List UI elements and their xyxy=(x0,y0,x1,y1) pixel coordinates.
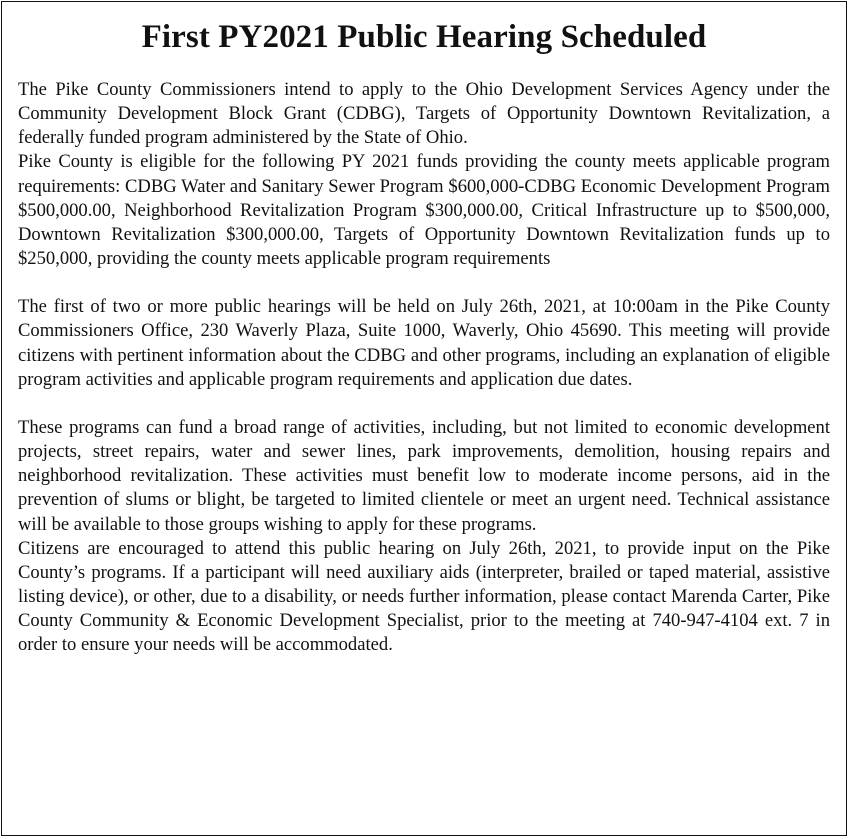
paragraph-intent: The Pike County Commissioners intend to apply to the Ohio Development Services Agency under the Community Development Block Grant (CDBG), Targets of Opportunity Downtown Revitalization, a federally funded program administered by the State of Ohio. xyxy=(18,79,830,149)
notice-title: First PY2021 Public Hearing Scheduled xyxy=(141,19,707,55)
public-notice xyxy=(1,1,847,836)
paragraph-accommodations: Citizens are encouraged to attend this public hearing on July 26th, 2021, to provide input on the Pike County’s programs. If a participant will need auxiliary aids (interpreter, brailed or taped material, assistive listing device), or other, due to a disability, or needs further information, please contact Marenda Carter, Pike County Community & Economic Development Specialist, prior to the meeting at 740-947-4104 ext. 7 in order to ensure your needs will be accommodated. xyxy=(18,537,830,656)
paragraph-activities: These programs can fund a broad range of activities, including, but not limited to economic development projects, street repairs, water and sewer lines, park improvements, demolition, housing repairs and neighborhood revitalization. These activities must benefit low to moderate income persons, aid in the prevention of slums or blight, be targeted to limited clientele or meet an urgent need. Technical assistance will be available to those groups wishing to apply for these programs. xyxy=(18,416,830,535)
paragraph-hearing: The first of two or more public hearings will be held on July 26th, 2021, at 10:00am in the Pike County Commissioners Office, 230 Waverly Plaza, Suite 1000, Waverly, Ohio 45690. This meeting will provide citizens with pertinent information about the CDBG and other programs, including an explanation of eligible program activities and applicable program requirements and application due dates. xyxy=(18,296,830,390)
paragraph-eligibility: Pike County is eligible for the following PY 2021 funds providing the county meets applicable program requirements: CDBG Water and Sanitary Sewer Program $600,000-CDBG Economic Development Program $500,000.00, Neighborhood Revitalization Program $300,000.00, Critical Infrastructure up to $500,000, Downtown Revitalization $300,000.00, Targets of Opportunity Downtown Revitalization funds up to $250,000, providing the county meets applicable program requirements xyxy=(18,151,830,270)
paragraph-gap xyxy=(18,271,830,295)
paragraph-gap xyxy=(18,392,830,416)
notice-body xyxy=(18,78,830,657)
